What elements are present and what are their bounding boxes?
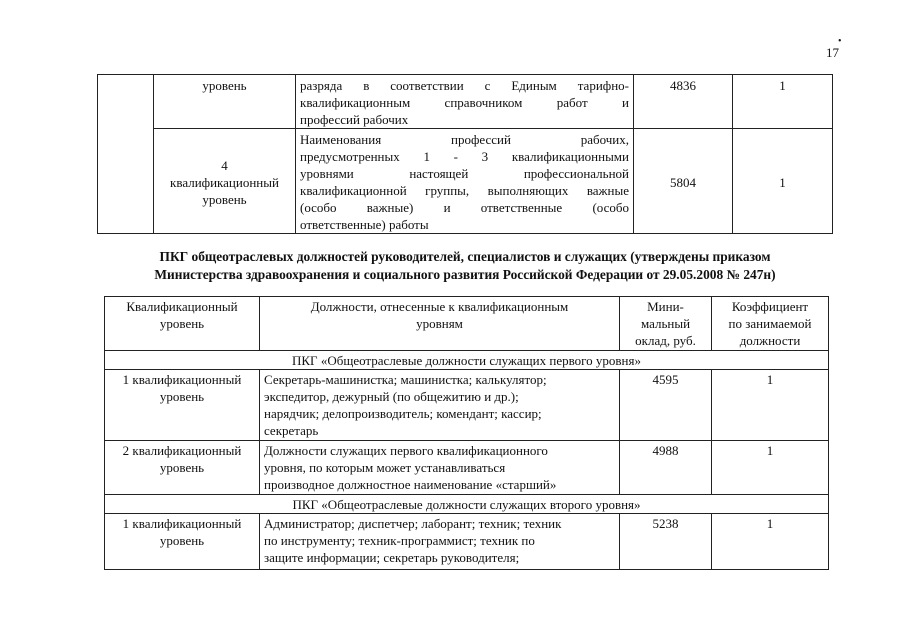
header-positions [260,297,620,351]
workers-qualification-table [97,74,833,234]
salary-cell: 4988 [620,441,712,495]
header-line: уровням [416,316,463,331]
positions-line: Должности служащих первого квалификационного [264,443,548,458]
positions-line: производное должностное наименование «старший» [264,477,557,492]
header-line: должности [739,333,801,348]
positions-line: Секретарь-машинистка; машинистка; калькулятор; [264,372,547,387]
coefficient-cell: 1 [733,129,833,234]
header-line: Должности, отнесенные к квалификационным [310,299,569,314]
header-coefficient [712,297,829,351]
level-cell [105,441,260,495]
positions-cell [260,441,620,495]
level-line: 4 [221,157,228,173]
salary-cell: 4595 [620,370,712,441]
salary-cell: 5238 [620,514,712,570]
positions-cell [260,370,620,441]
header-line: Квалификационный [126,299,238,314]
positions-line: секретарь [264,423,319,438]
positions-line: защите информации; секретарь руководителя; [264,550,520,565]
level-line: уровень [159,533,205,548]
header-level [105,297,260,351]
page-dot-mark: • [838,36,842,47]
positions-line: Администратор; диспетчер; лаборант; техник; техник [264,516,562,531]
positions-line: уровня, по которым может устанавливаться [264,460,506,475]
header-line: Мини- [647,299,684,314]
level-line: уровень [159,460,205,475]
positions-cell [260,514,620,570]
header-line: оклад, руб. [635,333,696,348]
description-line: (особо важные) и ответственные (особо [300,200,629,215]
coefficient-cell: 1 [733,75,833,129]
header-line: Коэффициент [731,299,809,314]
group-row [105,495,829,514]
table-row [98,75,833,129]
level-cell [105,370,260,441]
heading-line: ПКГ общеотраслевых должностей руководителей, специалистов и служащих (утверждены приказом [159,249,771,264]
header-line: уровень [159,316,205,331]
level-cell [154,75,296,129]
description-cell [296,129,634,234]
description-line: разряда в соответствии с Единым тарифно- [300,78,629,93]
level-line: 1 квалификационный [122,516,242,531]
positions-line: по инструменту; техник-программист; техник по [264,533,535,548]
level-cell [154,129,296,234]
header-line: по занимаемой [728,316,812,331]
group-row [105,351,829,370]
table-row [105,514,829,570]
employees-qualification-table [104,296,829,570]
description-line: квалификационной группы, выполняющих важные [300,183,629,198]
header-line: мальный [640,316,691,331]
heading-line: Министерства здравоохранения и социального развития Российской Федерации от 29.05.2008 № 247н) [154,267,776,282]
positions-line: нарядчик; делопроизводитель; комендант; кассир; [264,406,542,421]
level-line: 1 квалификационный [122,372,242,387]
salary-cell: 5804 [634,129,733,234]
table-row [98,129,833,234]
level-line: уровень [202,191,247,207]
description-line: уровнями настоящей профессиональной [300,166,629,181]
header-salary [620,297,712,351]
level-line: квалификационный [170,174,279,190]
description-line: Наименования профессий рабочих, [300,132,629,147]
coefficient-cell: 1 [712,370,829,441]
coefficient-cell: 1 [712,441,829,495]
table-row [105,441,829,495]
description-line: профессий рабочих [300,112,409,127]
description-cell [296,75,634,129]
table-header-row [105,297,829,351]
description-line: ответственные) работы [300,217,429,232]
level-line: 2 квалификационный [122,443,242,458]
level-cell [105,514,260,570]
level-line: уровень [159,389,205,404]
group-title: ПКГ «Общеотраслевые должности служащих первого уровня» [105,351,829,370]
table-row [105,370,829,441]
group-title: ПКГ «Общеотраслевые должности служащих второго уровня» [105,495,829,514]
salary-cell: 4836 [634,75,733,129]
page-number: 17 [826,45,839,60]
positions-line: экспедитор, дежурный (по общежитию и др.); [264,389,519,404]
description-line: предусмотренных 1 - 3 квалификационными [300,149,629,164]
section-heading [100,248,830,284]
level-line: уровень [202,78,247,93]
empty-column-cell [98,75,154,234]
description-line: квалификационным справочником работ и [300,95,629,110]
coefficient-cell: 1 [712,514,829,570]
